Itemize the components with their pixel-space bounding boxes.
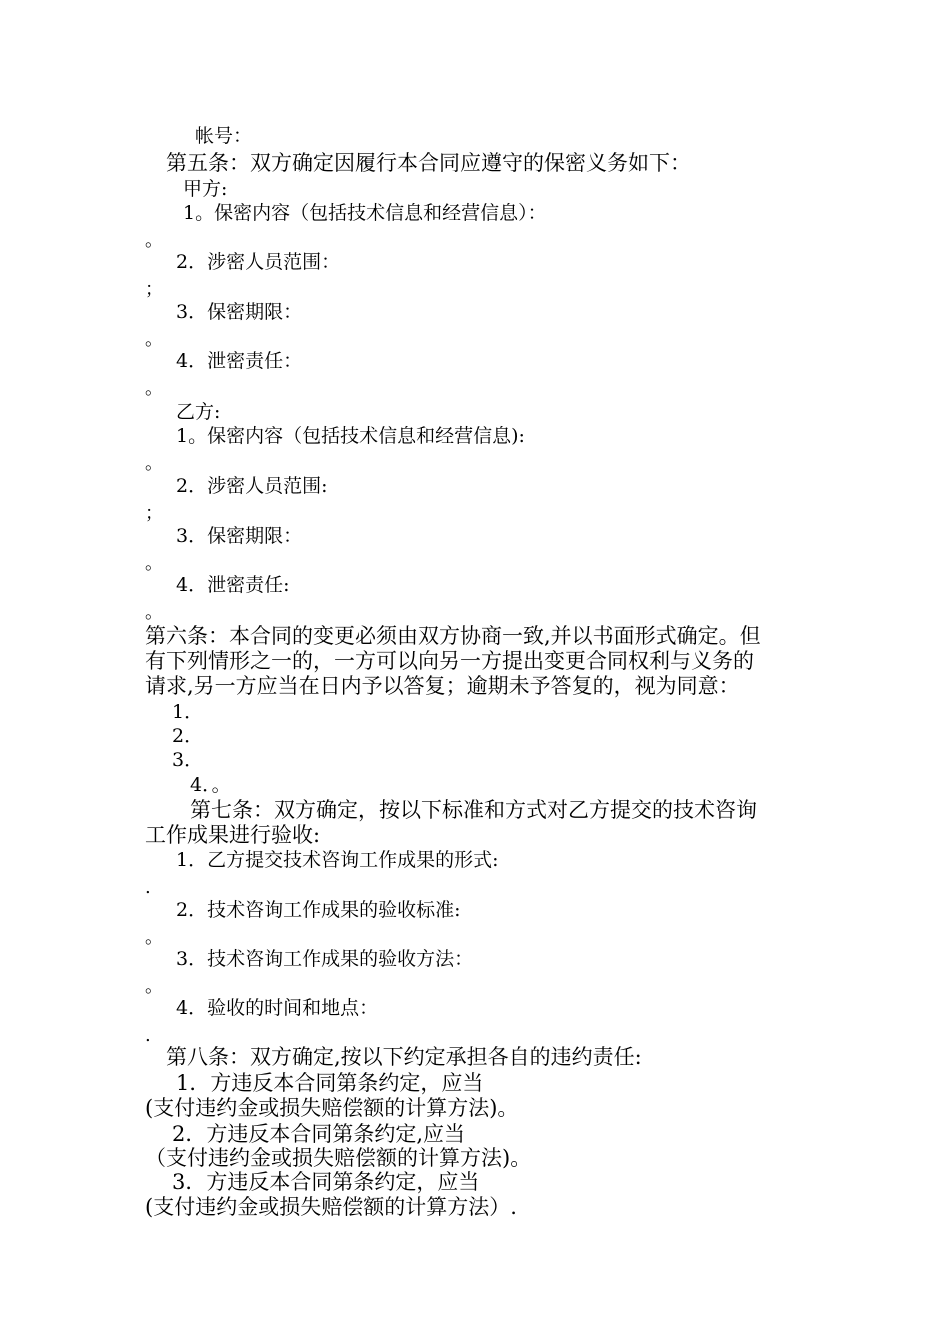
article-8-item-1: 1．方违反本合同第条约定，应当 (176, 1071, 484, 1095)
party-b-item-3: 3．保密期限： (176, 525, 303, 547)
party-a-item-4: 4．泄密责任： (176, 350, 303, 372)
party-b-end-2: ； (145, 503, 163, 524)
party-b-end-3: 。 (145, 553, 163, 574)
article-8-text: 双方确定,按以下约定承担各自的违约责任: (250, 1045, 642, 1069)
article-6-item-3: 3． (172, 749, 204, 771)
article-7-item-1: 1．乙方提交技术咨询工作成果的形式: (176, 849, 499, 871)
party-b-item-4: 4．泄密责任: (176, 574, 290, 596)
article-6-line-2: 有下列情形之一的，一方可以向另一方提出变更合同权利与义务的 (145, 649, 754, 673)
article-8-item-2-note: （支付违约金或损失赔偿额的计算方法)。 (145, 1146, 532, 1170)
party-a-item-1: 1。保密内容（包括技术信息和经营信息）： (183, 202, 547, 224)
party-b-end-1: 。 (145, 453, 163, 474)
party-b-label: 乙方: (176, 401, 221, 423)
party-a-end-3: 。 (145, 329, 163, 350)
article-8-item-1-note: (支付违约金或损失赔偿额的计算方法)。 (145, 1096, 519, 1120)
party-b-item-2: 2．涉密人员范围: (176, 475, 328, 497)
article-8-item-2: 2．方违反本合同第条约定,应当 (172, 1122, 466, 1146)
article-6-line-3: 请求,另一方应当在日内予以答复；逾期未予答复的，视为同意： (145, 674, 740, 698)
party-a-end-2: ； (145, 279, 163, 300)
party-a-end-1: 。 (145, 230, 163, 251)
article-8-item-3-note: (支付违约金或损失赔偿额的计算方法）. (145, 1195, 517, 1219)
party-a-item-3: 3．保密期限： (176, 301, 303, 323)
article-7-end-4: . (145, 1025, 151, 1046)
article-8-title: 第八条： (166, 1045, 250, 1069)
party-b-item-1: 1。保密内容（包括技术信息和经营信息): (176, 425, 525, 447)
article-6-line-1 (145, 623, 761, 649)
article-6-item-1: 1． (172, 701, 204, 723)
party-b-end-4: 。 (145, 602, 163, 623)
party-a-end-4: 。 (145, 378, 163, 399)
article-7-line-1 (190, 797, 757, 823)
article-7-text-1: 双方确定，按以下标准和方式对乙方提交的技术咨询 (274, 798, 757, 822)
article-7-end-1: . (145, 877, 151, 898)
party-a-item-2: 2．涉密人员范围： (176, 251, 341, 273)
article-8-item-3: 3．方违反本合同第条约定，应当 (172, 1170, 480, 1194)
article-7-item-3: 3．技术咨询工作成果的验收方法： (176, 948, 474, 970)
article-7-title: 第七条： (190, 798, 274, 822)
article-6-text-1: 本合同的变更必须由双方协商一致,并以书面形式确定。但 (229, 624, 761, 648)
account-label: 帐号： (195, 125, 253, 147)
article-5-text: 双方确定因履行本合同应遵守的保密义务如下： (250, 151, 691, 175)
article-7-end-2: 。 (145, 927, 163, 948)
article-6-title: 第六条： (145, 624, 229, 648)
article-8-heading (166, 1044, 642, 1070)
article-5-heading (166, 150, 691, 176)
article-7-end-3: 。 (145, 976, 163, 997)
article-7-line-2: 工作成果进行验收: (145, 823, 321, 847)
article-7-item-2: 2．技术咨询工作成果的验收标准: (176, 899, 461, 921)
article-6-item-2: 2． (172, 725, 204, 747)
article-6-item-4: 4．。 (190, 774, 231, 796)
party-a-label: 甲方: (183, 178, 228, 200)
article-5-title: 第五条： (166, 151, 250, 175)
article-7-item-4: 4．验收的时间和地点： (176, 997, 379, 1019)
